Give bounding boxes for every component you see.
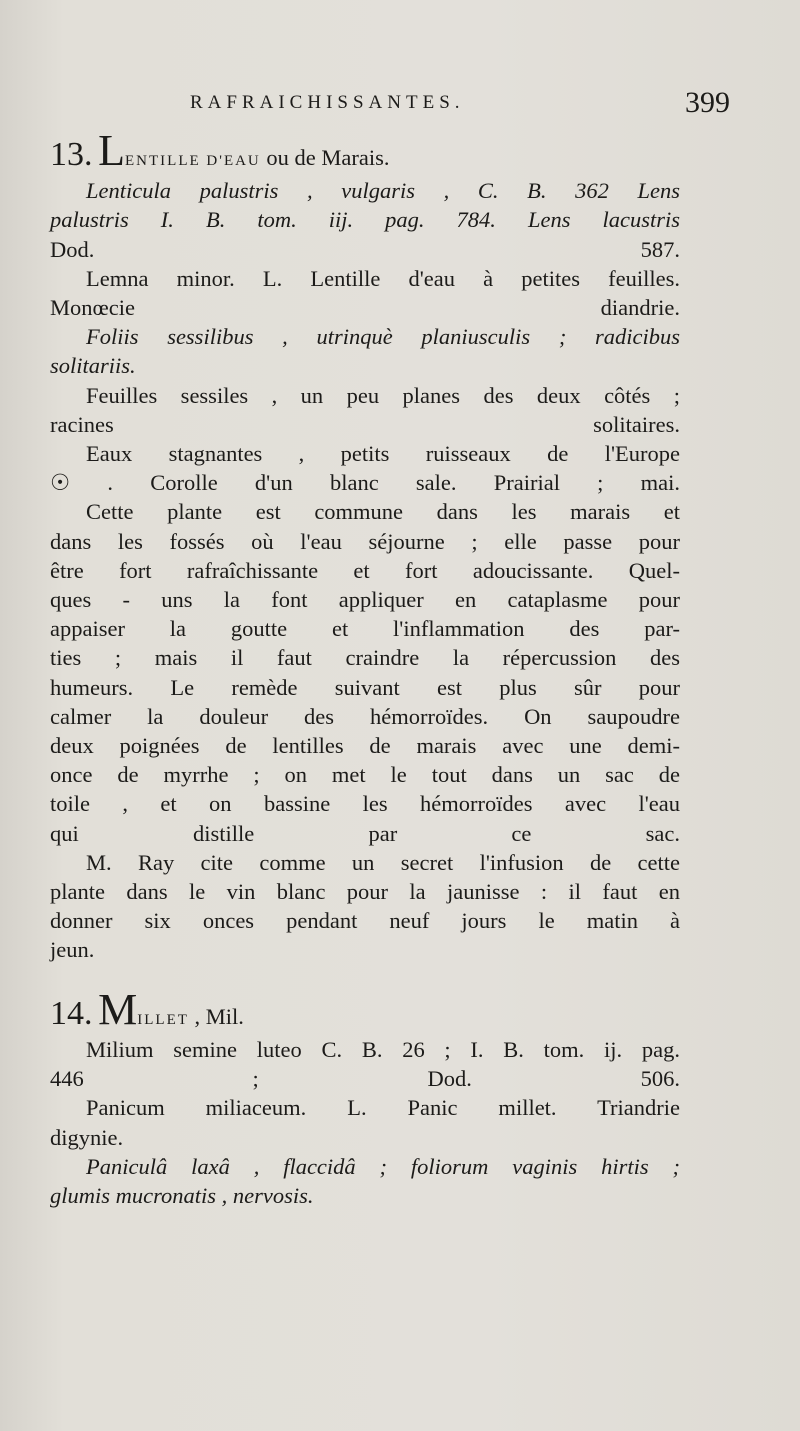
section-gap	[50, 965, 680, 995]
title-initial: L	[98, 126, 126, 175]
page-number: 399	[685, 86, 730, 119]
text-line: 446 ; Dod. 506.	[50, 1066, 680, 1092]
text-line: Monœcie diandrie.	[50, 295, 680, 321]
text-line: racines solitaires.	[50, 411, 680, 437]
text-line: appaiser la goutte et l'inflammation des par-	[50, 616, 680, 642]
text-line: humeurs. Le remède suivant est plus sûr pour	[50, 674, 680, 700]
entry-14-text	[50, 1035, 680, 1210]
text-line: Paniculâ laxâ , flaccidâ ; foliorum vaginis hirtis ;	[86, 1153, 680, 1179]
text-line: Milium semine luteo C. B. 26 ; I. B. tom. ij. pag.	[86, 1036, 680, 1062]
entry-number: 13.	[50, 136, 93, 173]
running-title: RAFRAICHISSANTES.	[190, 92, 465, 113]
text-line: Lemna minor. L. Lentille d'eau à petites feuilles.	[86, 265, 680, 291]
text-line: calmer la douleur des hémorroïdes. On saupoudre	[50, 703, 680, 729]
title-tail: , Mil.	[194, 1003, 244, 1029]
text-line: Eaux stagnantes , petits ruisseaux de l'Europe	[86, 441, 680, 467]
text-line: plante dans le vin blanc pour la jaunisse : il faut en	[50, 879, 680, 905]
entry-13-text	[50, 176, 680, 964]
text-line: glumis mucronatis , nervosis.	[50, 1182, 314, 1208]
text-line: être fort rafraîchissante et fort adoucissante. Quel-	[50, 557, 680, 583]
page-header	[190, 86, 730, 126]
text-line: solitariis.	[50, 353, 136, 379]
text-line: once de myrrhe ; on met le tout dans un sac de	[50, 762, 680, 788]
title-initial: M	[98, 984, 138, 1034]
text-line: dans les fossés où l'eau séjourne ; elle passe pour	[50, 528, 680, 554]
page-body	[50, 126, 680, 1210]
text-line: Dod. 587.	[50, 236, 680, 262]
text-line: Cette plante est commune dans les marais et	[86, 499, 680, 525]
text-line: ☉ . Corolle d'un blanc sale. Prairial ; mai.	[50, 470, 680, 496]
text-line: ties ; mais il faut craindre la répercussion des	[50, 645, 680, 671]
entry-13-heading	[50, 126, 680, 176]
text-line: qui distille par ce sac.	[50, 820, 680, 846]
title-tail: ou de Marais.	[266, 145, 390, 170]
text-line: Lenticula palustris , vulgaris , C. B. 362 Lens	[86, 178, 680, 204]
text-line: ques - uns la font appliquer en cataplasme pour	[50, 587, 680, 613]
text-line: Feuilles sessiles , un peu planes des deux côtés ;	[86, 382, 680, 408]
text-line: deux poignées de lentilles de marais avec une demi-	[50, 733, 680, 759]
text-line: palustris I. B. tom. iij. pag. 784. Lens lacustris	[50, 207, 680, 233]
title-small-caps: ILLET	[137, 1011, 189, 1028]
title-small-caps: ENTILLE D'EAU	[125, 153, 261, 169]
text-line: jeun.	[50, 937, 95, 963]
text-line: Panicum miliaceum. L. Panic millet. Triandrie	[86, 1095, 680, 1121]
text-line: Foliis sessilibus , utrinquè planiusculis ; radicibus	[86, 324, 680, 350]
entry-14-heading	[50, 984, 680, 1035]
text-line: M. Ray cite comme un secret l'infusion de cette	[86, 849, 680, 875]
text-line: digynie.	[50, 1124, 124, 1150]
text-line: toile , et on bassine les hémorroïdes avec l'eau	[50, 791, 680, 817]
entry-number: 14.	[50, 994, 93, 1032]
text-line: donner six onces pendant neuf jours le matin à	[50, 908, 680, 934]
